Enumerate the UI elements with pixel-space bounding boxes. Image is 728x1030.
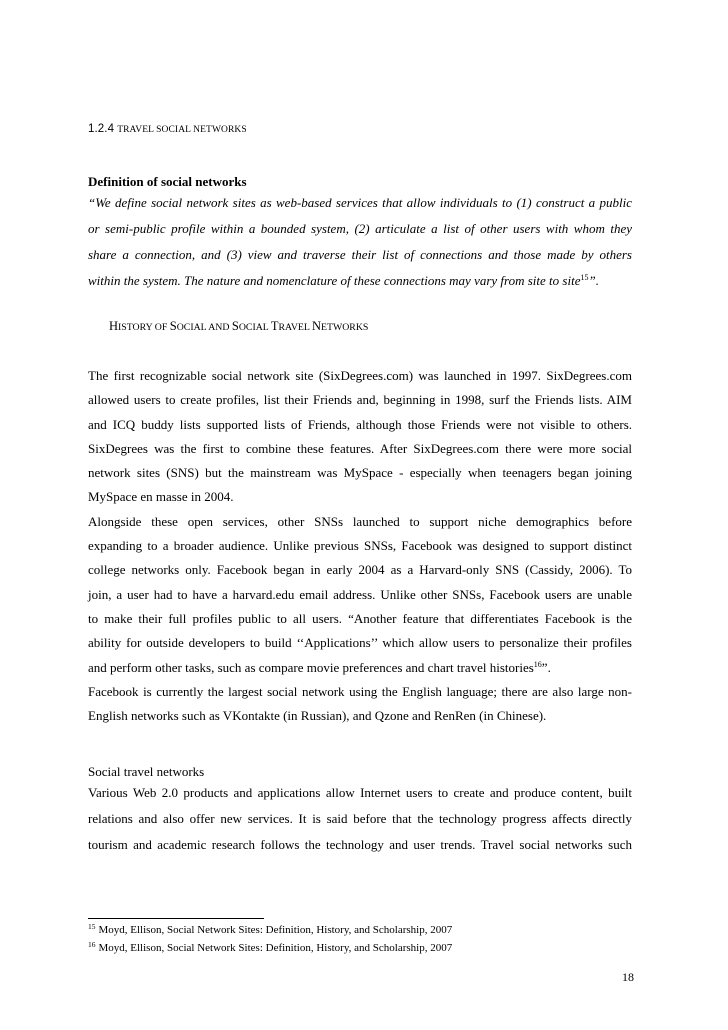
section-number: 1.2.4 (88, 123, 115, 135)
body-line: English networks such as VKontakte (in Russian), and Qzone and RenRen (in Chinese). (88, 708, 547, 724)
quote-line: share a connection, and (3) view and traverse their list of connections and those made by others (88, 247, 632, 262)
footnote-text: Moyd, Ellison, Social Network Sites: Definition, History, and Scholarship, 2007 (98, 924, 453, 936)
body-line: network sites (SNS) but the mainstream was MySpace - especially when teenagers began joining (88, 465, 632, 481)
quote-end: ”. (588, 273, 599, 288)
quote-line (88, 268, 632, 294)
footnote-ref-15: 15 (580, 273, 589, 282)
body-line: and ICQ buddy lists supported lists of Friends, although those Friends were not visible to others. (88, 416, 632, 432)
body-line: Various Web 2.0 products and applications allow Internet users to create and produce content, built (88, 785, 632, 800)
page-number: 18 (622, 970, 634, 984)
footnote-16 (88, 939, 632, 957)
body-line: MySpace en masse in 2004. (88, 489, 234, 505)
quote-line: or semi-public profile within a bounded system, (2) articulate a list of other users with whom they (88, 221, 632, 236)
definition-heading: Definition of social networks (88, 174, 247, 189)
body-line: to make their full profiles public to all users. “Another feature that differentiates Facebook is the (88, 610, 632, 626)
body-line: SixDegrees was the first to combine these features. After SixDegrees.com there were more social (88, 440, 632, 456)
body-line: ability for outside developers to build ‘‘Applications’’ which allow users to personalize their profiles (88, 635, 632, 651)
body-line: tourism and academic research follows the technology and user trends. Travel social networks such (88, 837, 632, 852)
footnote-15 (88, 921, 632, 939)
quote-last-text: within the system. The nature and nomenclature of these connections may vary from site to site (88, 273, 581, 288)
footnote-separator (88, 918, 264, 919)
body-line: Facebook is currently the largest social network using the English language; there are also large non- (88, 683, 632, 699)
body-line: and perform other tasks, such as compare movie preferences and chart travel histories$^{16}$”. (88, 659, 551, 675)
footnote-ref-16: 16 (533, 659, 542, 669)
history-heading: HISTORY OF SOCIAL AND SOCIAL TRAVEL NETWORKS (109, 319, 369, 333)
social-travel-heading: Social travel networks (88, 764, 205, 779)
footnote-text: Moyd, Ellison, Social Network Sites: Definition, History, and Scholarship, 2007 (98, 942, 453, 954)
body-line: expanding to a broader audience. Unlike previous SNSs, Facebook was designed to support distinct (88, 538, 632, 554)
footnote-number: 15 (88, 922, 96, 931)
body-line: Alongside these open services, other SNSs launched to support niche demographics before (88, 513, 632, 529)
body-line: relations and also offer new services. It is said before that the technology progress affects directly (88, 811, 632, 826)
body-line: The first recognizable social network site (SixDegrees.com) was launched in 1997. SixDegrees.com (88, 368, 632, 383)
quote-line: “We define social network sites as web-based services that allow individuals to (1) construct a public (88, 195, 632, 210)
body-line: college networks only. Facebook began in early 2004 as a Harvard-only SNS (Cassidy, 2006). To (88, 562, 632, 578)
social-travel-body (88, 780, 632, 858)
body-line: join, a user had to have a harvard.edu email address. Unlike other SNSs, Facebook users are unable (88, 586, 632, 602)
history-body (88, 364, 632, 728)
footnote-number: 16 (88, 940, 96, 949)
definition-quote (88, 190, 632, 294)
footnotes (88, 921, 632, 957)
section-heading (88, 121, 632, 136)
section-title: TRAVEL SOCIAL NETWORKS (117, 125, 247, 135)
body-line: allowed users to create profiles, list their Friends and, beginning in 1998, surf the Friends lists. AIM (88, 392, 632, 408)
